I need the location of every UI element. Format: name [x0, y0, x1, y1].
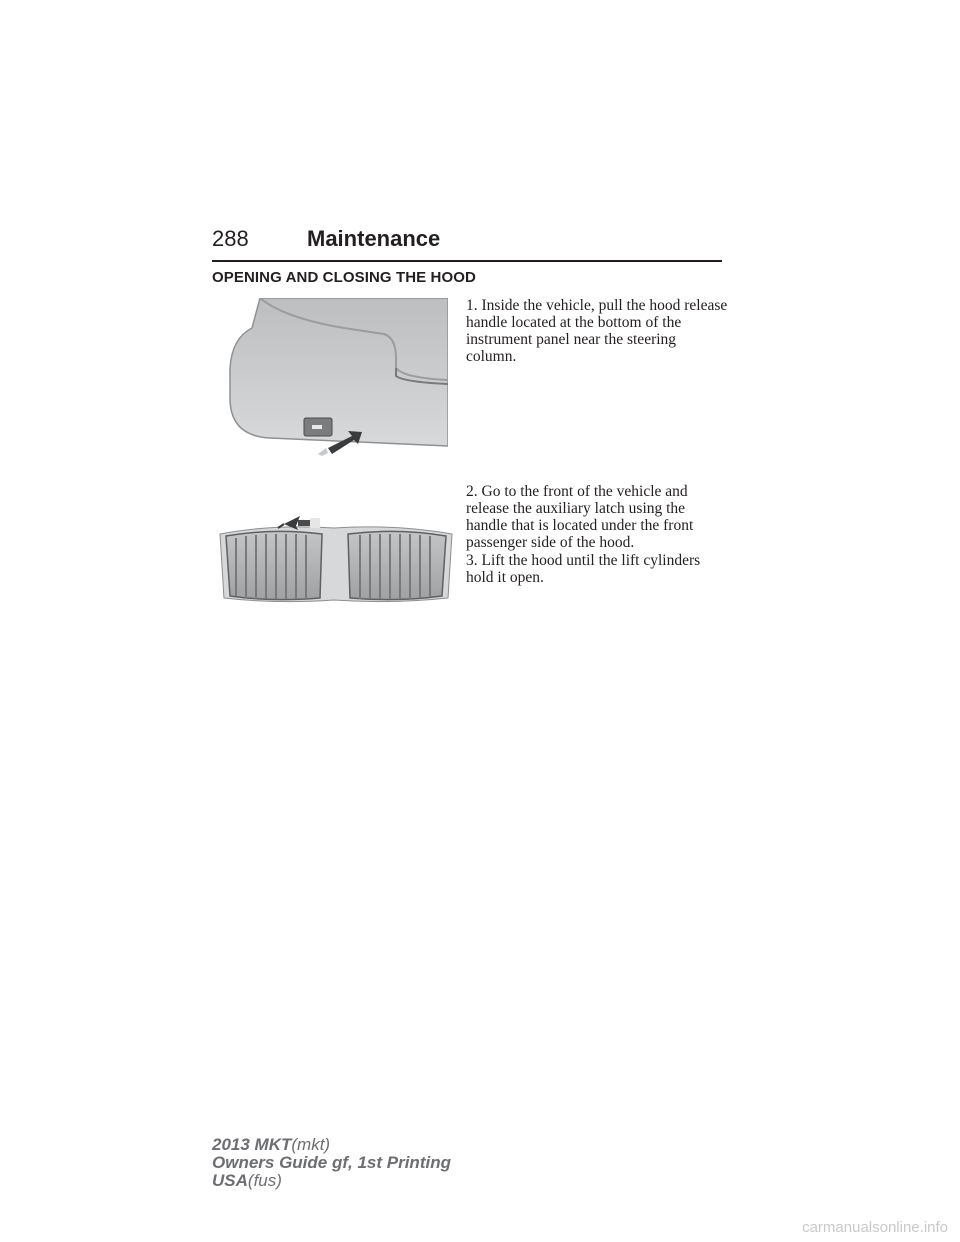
- step-2-text: 2. Go to the front of the vehicle and release the auxiliary latch using the handle that is located under the front passenger side of the hood.: [466, 483, 694, 551]
- header-rule: [212, 260, 722, 262]
- step-3-text: 3. Lift the hood until the lift cylinders hold it open.: [466, 552, 701, 586]
- document-footer: [212, 1136, 451, 1190]
- hood-release-handle-illustration: [224, 298, 448, 456]
- chapter-title: Maintenance: [307, 226, 441, 251]
- watermark: carmanualsonline.info: [802, 1219, 948, 1236]
- section-title: OPENING AND CLOSING THE HOOD: [212, 269, 476, 286]
- footer-line-3: USA(fus): [212, 1171, 282, 1190]
- front-grille-latch-illustration: [212, 514, 457, 604]
- page-number: 288: [212, 226, 249, 251]
- page-header: [212, 226, 722, 260]
- footer-line-2: Owners Guide gf, 1st Printing: [212, 1153, 451, 1172]
- step-1-text: 1. Inside the vehicle, pull the hood release handle located at the bottom of the instrument panel near the steering column.: [466, 297, 728, 365]
- footer-line-1: 2013 MKT(mkt): [212, 1135, 331, 1154]
